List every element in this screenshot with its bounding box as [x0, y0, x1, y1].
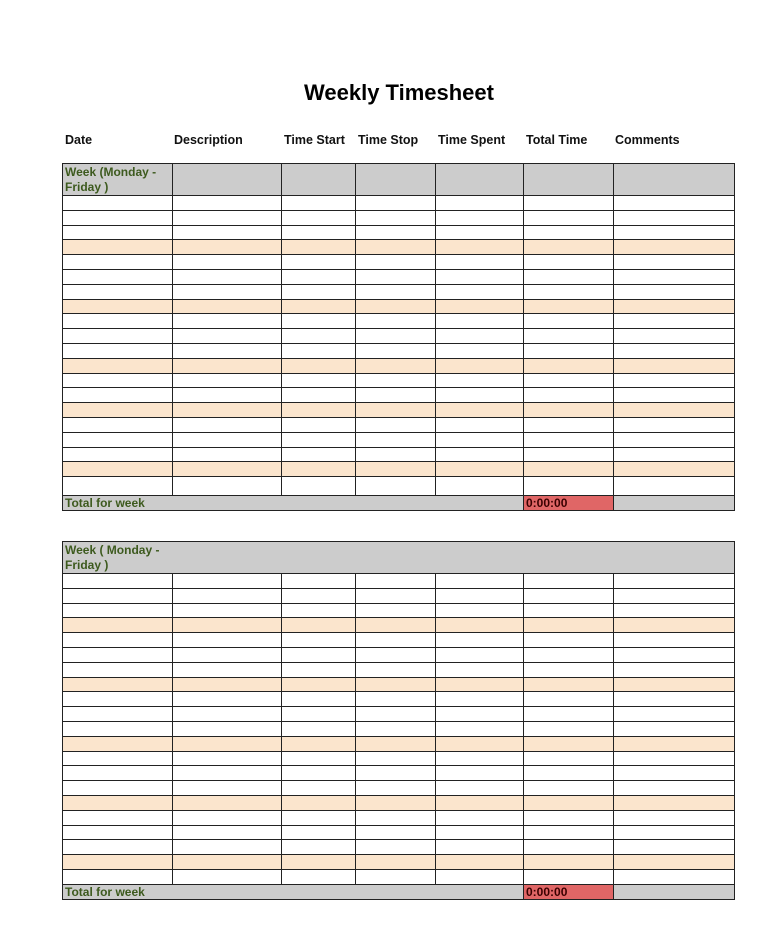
table-row[interactable]	[63, 373, 735, 388]
table-row[interactable]	[63, 210, 735, 225]
table-row[interactable]	[63, 707, 735, 722]
table-row[interactable]	[63, 692, 735, 707]
page-title: Weekly Timesheet	[304, 80, 494, 105]
week-2-table	[62, 541, 735, 900]
week-header-row	[63, 542, 735, 574]
table-row-highlighted[interactable]	[63, 677, 735, 692]
week-label-cell	[63, 164, 173, 196]
table-row[interactable]	[63, 447, 735, 462]
table-row[interactable]	[63, 869, 735, 884]
table-row[interactable]	[63, 633, 735, 648]
total-time-value: 0:00:00	[524, 884, 614, 899]
table-row[interactable]	[63, 417, 735, 432]
table-row[interactable]	[63, 810, 735, 825]
week-label: Week ( Monday - Friday )	[65, 543, 160, 572]
column-header-description: Description	[174, 133, 243, 147]
table-row[interactable]	[63, 721, 735, 736]
table-row-highlighted[interactable]	[63, 240, 735, 255]
table-row[interactable]	[63, 603, 735, 618]
table-row-highlighted[interactable]	[63, 795, 735, 810]
table-row[interactable]	[63, 196, 735, 211]
table-row[interactable]	[63, 825, 735, 840]
column-header-date: Date	[65, 133, 93, 147]
table-row[interactable]	[63, 432, 735, 447]
column-header-time-stop: Time Stop	[358, 133, 419, 147]
total-for-week-label: Total for week	[65, 496, 145, 511]
column-header-total-time: Total Time	[526, 133, 588, 147]
table-row-highlighted[interactable]	[63, 462, 735, 477]
table-row[interactable]	[63, 269, 735, 284]
table-row[interactable]	[63, 477, 735, 496]
table-row[interactable]	[63, 662, 735, 677]
week-label-cell	[63, 542, 735, 574]
column-header-comments: Comments	[615, 133, 680, 147]
table-row[interactable]	[63, 284, 735, 299]
table-row[interactable]	[63, 343, 735, 358]
table-row[interactable]	[63, 255, 735, 270]
table-row-highlighted[interactable]	[63, 358, 735, 373]
week-header-row	[63, 164, 735, 196]
table-row[interactable]	[63, 329, 735, 344]
table-row[interactable]	[63, 588, 735, 603]
total-for-week-label: Total for week	[65, 884, 145, 899]
week-total-row	[63, 496, 735, 511]
column-header-time-start: Time Start	[284, 133, 345, 147]
total-time-value: 0:00:00	[524, 496, 614, 511]
table-row[interactable]	[63, 574, 735, 589]
week-1-table	[62, 163, 735, 511]
table-row-highlighted[interactable]	[63, 618, 735, 633]
table-row-highlighted[interactable]	[63, 855, 735, 870]
table-row-highlighted[interactable]	[63, 299, 735, 314]
table-row[interactable]	[63, 766, 735, 781]
week-label: Week (Monday - Friday )	[65, 165, 157, 194]
table-row[interactable]	[63, 388, 735, 403]
table-row[interactable]	[63, 225, 735, 240]
table-row[interactable]	[63, 314, 735, 329]
table-row[interactable]	[63, 647, 735, 662]
table-row-highlighted[interactable]	[63, 736, 735, 751]
column-header-time-spent: Time Spent	[438, 133, 506, 147]
week-total-row	[63, 884, 735, 899]
table-row-highlighted[interactable]	[63, 403, 735, 418]
table-row[interactable]	[63, 751, 735, 766]
table-row[interactable]	[63, 840, 735, 855]
table-row[interactable]	[63, 781, 735, 796]
